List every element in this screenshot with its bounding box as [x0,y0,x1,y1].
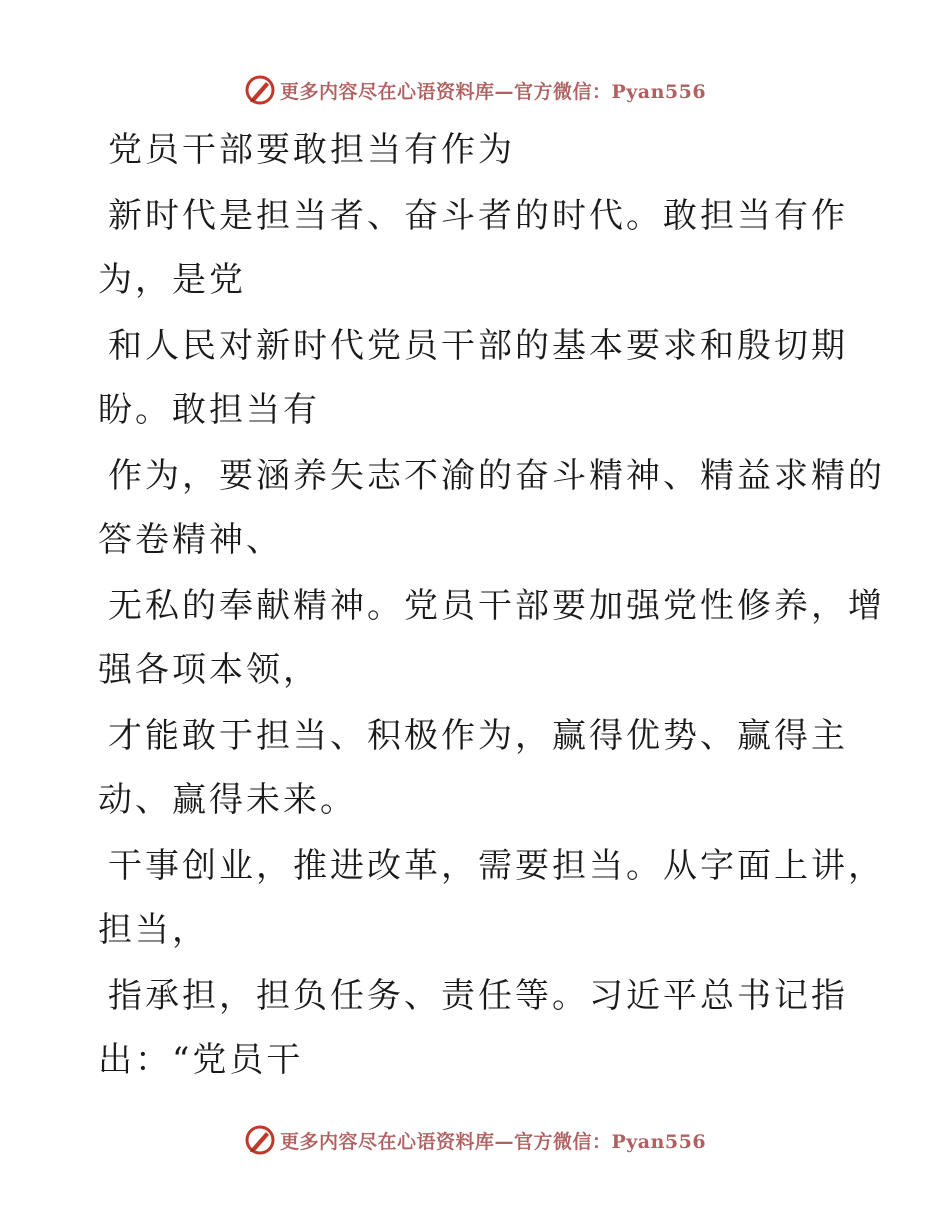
paragraph-line: 动、赢得未来。 [98,780,357,820]
document-title [98,118,858,182]
document-title-text: 党员干部要敢担当有作为 [108,130,515,170]
paragraph-line: 和人民对新时代党员干部的基本要求和殷切期 [108,326,848,366]
paragraph-line: 无私的奉献精神。党员干部要加强党性修养，增 [108,586,885,626]
paragraph-line: 干事创业，推进改革，需要担当。从字面上讲， [108,846,885,886]
paragraph-7 [98,964,858,1092]
paragraph-line: 作为，要涵养矢志不渝的奋斗精神、精益求精的 [108,456,885,496]
pen-logo-icon [244,1124,276,1156]
footer-banner [0,1120,950,1160]
paragraph-2 [98,314,858,442]
paragraph-6 [98,834,885,962]
header-banner-text: 更多内容尽在心语资料库—官方微信：Pyan556 [279,80,707,103]
paragraph-4 [98,574,885,702]
paragraph-line: 为，是党 [98,260,246,300]
paragraph-line: 出：“党员干 [98,1040,304,1080]
paragraph-line: 强各项本领， [98,650,320,690]
paragraph-line: 才能敢于担当、积极作为，赢得优势、赢得主 [108,716,848,756]
footer-banner-text: 更多内容尽在心语资料库—官方微信：Pyan556 [279,1130,707,1153]
paragraph-line: 担当， [98,910,209,950]
paragraph-line: 答卷精神、 [98,520,283,560]
header-banner [0,70,950,110]
pen-logo-icon [244,74,276,106]
paragraph-line: 新时代是担当者、奋斗者的时代。敢担当有作 [108,196,848,236]
paragraph-line: 指承担，担负任务、责任等。习近平总书记指 [108,976,848,1016]
paragraph-3 [98,444,885,572]
paragraph-5 [98,704,858,832]
paragraph-line: 盼。敢担当有 [98,390,320,430]
paragraph-1 [98,184,858,312]
document-body [98,118,885,1094]
